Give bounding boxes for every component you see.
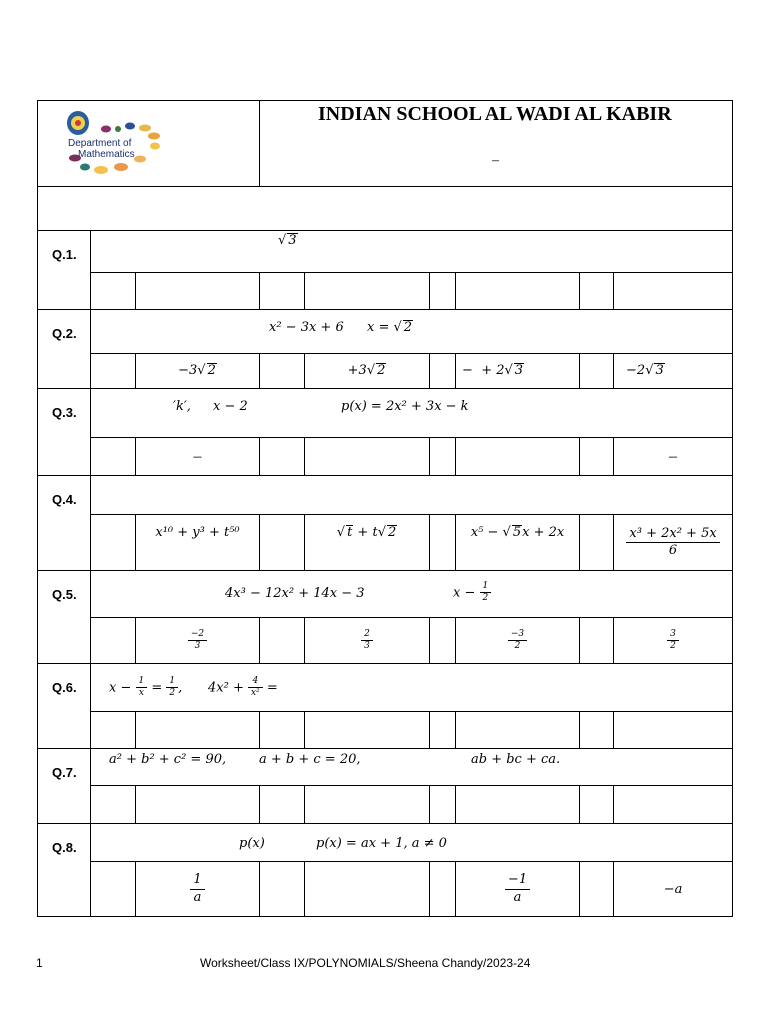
option-marker[interactable]	[580, 273, 614, 310]
option-d[interactable]: −a	[614, 862, 733, 917]
option-b[interactable]	[305, 273, 430, 310]
option-a[interactable]: −3√ 2	[136, 354, 260, 389]
option-a[interactable]	[136, 273, 260, 310]
worksheet-table	[37, 100, 733, 917]
option-d[interactable]	[614, 273, 733, 310]
option-d[interactable]: −2√ 3	[614, 354, 733, 389]
question-number: Q.2.	[38, 310, 91, 389]
question-stem	[91, 310, 733, 354]
question-number: Q.5.	[38, 571, 91, 664]
option-a[interactable]	[136, 786, 260, 824]
question-stem	[91, 749, 733, 786]
option-a[interactable]: $\frac{-2}{3}$	[136, 618, 260, 664]
option-c[interactable]	[456, 786, 580, 824]
option-marker[interactable]	[91, 273, 136, 310]
option-a[interactable]	[136, 712, 260, 749]
option-marker[interactable]	[580, 438, 614, 476]
option-marker[interactable]	[430, 438, 456, 476]
option-c[interactable]	[456, 438, 580, 476]
stem-condition: x − $\frac{1}{x}$ = $\frac{1}{2}$ ,	[109, 676, 183, 699]
option-d[interactable]: $\frac{3}{2}$	[614, 618, 733, 664]
stem-factor: x − $\frac{1}{2}$	[453, 581, 491, 605]
option-marker[interactable]	[430, 273, 456, 310]
stem-root: √ 3	[278, 233, 297, 248]
option-marker[interactable]	[430, 354, 456, 389]
option-marker[interactable]	[260, 515, 305, 571]
option-marker[interactable]	[430, 862, 456, 917]
option-b[interactable]	[305, 786, 430, 824]
question-stem	[91, 389, 733, 438]
option-c[interactable]: − + 2√ 3	[456, 354, 580, 389]
option-marker[interactable]	[91, 515, 136, 571]
question-number: Q.8.	[38, 824, 91, 917]
option-b[interactable]	[305, 438, 430, 476]
option-marker[interactable]	[430, 618, 456, 664]
stem-expression: 4x² + $\frac{4}{\text{x²}}$ =	[208, 676, 278, 699]
option-d[interactable]: –	[614, 438, 733, 476]
option-a[interactable]: –	[136, 438, 260, 476]
option-marker[interactable]	[260, 618, 305, 664]
question-stem	[91, 476, 733, 515]
option-c[interactable]: x⁵ − √ 5x + 2x	[456, 515, 580, 571]
school-name: INDIAN SCHOOL AL WADI AL KABIR	[318, 103, 672, 125]
option-d[interactable]: $\frac{\text{x³ + 2x² + 5x}}{6}$	[614, 515, 733, 571]
footer-reference: Worksheet/Class IX/POLYNOMIALS/Sheena Chandy/2023-24	[200, 956, 531, 970]
question-stem	[91, 231, 733, 273]
subtitle-dash: –	[492, 153, 500, 168]
question-number: Q.6.	[38, 664, 91, 749]
question-stem	[91, 824, 733, 862]
stem-px: p(x)	[239, 836, 265, 851]
option-c[interactable]	[456, 273, 580, 310]
option-marker[interactable]	[580, 354, 614, 389]
option-b[interactable]: √ t + t√ 2	[305, 515, 430, 571]
option-d[interactable]	[614, 712, 733, 749]
option-marker[interactable]	[91, 438, 136, 476]
option-marker[interactable]	[580, 786, 614, 824]
question-stem	[91, 571, 733, 618]
stem-polynomial: x² − 3x + 6	[269, 320, 344, 335]
question-stem	[91, 664, 733, 712]
stem-factor: x − 2	[213, 399, 248, 414]
option-marker[interactable]	[580, 515, 614, 571]
option-marker[interactable]	[260, 273, 305, 310]
question-number: Q.3.	[38, 389, 91, 476]
worksheet	[37, 100, 732, 917]
option-marker[interactable]	[430, 786, 456, 824]
option-marker[interactable]	[580, 862, 614, 917]
option-b[interactable]: +3√ 2	[305, 354, 430, 389]
title-cell	[260, 101, 733, 187]
option-a[interactable]: $\frac{1}{a}$	[136, 862, 260, 917]
option-marker[interactable]	[91, 618, 136, 664]
option-c[interactable]	[456, 712, 580, 749]
stem-polynomial: p(x) = 2x² + 3x − k	[341, 399, 469, 414]
option-marker[interactable]	[580, 618, 614, 664]
option-marker[interactable]	[260, 354, 305, 389]
stem-polynomial: 4x³ − 12x² + 14x − 3	[225, 586, 365, 601]
question-number: Q.4.	[38, 476, 91, 571]
option-c[interactable]: $\frac{-1}{a}$	[456, 862, 580, 917]
option-marker[interactable]	[91, 712, 136, 749]
option-marker[interactable]	[260, 786, 305, 824]
option-b[interactable]	[305, 712, 430, 749]
department-logo	[38, 101, 206, 186]
page-number: 1	[36, 956, 43, 970]
stem-condition-1: a² + b² + c² = 90,	[109, 752, 227, 767]
option-marker[interactable]	[430, 515, 456, 571]
option-b[interactable]: $\frac{2}{3}$	[305, 618, 430, 664]
option-b[interactable]	[305, 862, 430, 917]
option-marker[interactable]	[430, 712, 456, 749]
option-marker[interactable]	[260, 862, 305, 917]
info-row	[38, 187, 733, 231]
question-number: Q.7.	[38, 749, 91, 824]
stem-variable: ′k′,	[173, 399, 191, 414]
option-marker[interactable]	[260, 712, 305, 749]
option-a[interactable]: x¹⁰ + y³ + t⁵⁰	[136, 515, 260, 571]
stem-polynomial: p(x) = ax + 1, a ≠ 0	[316, 836, 447, 851]
stem-target: ab + bc + ca.	[471, 752, 561, 767]
logo-cell	[38, 101, 260, 187]
stem-condition-2: a + b + c = 20,	[259, 752, 361, 767]
option-d[interactable]	[614, 786, 733, 824]
option-marker[interactable]	[580, 712, 614, 749]
stem-condition: x = √ 2	[367, 320, 413, 335]
option-marker[interactable]	[260, 438, 305, 476]
option-marker[interactable]	[91, 862, 136, 917]
option-c[interactable]: $\frac{-3}{2}$	[456, 618, 580, 664]
option-marker[interactable]	[91, 354, 136, 389]
option-marker[interactable]	[91, 786, 136, 824]
logo-text-line1: Department of	[68, 138, 132, 149]
logo-text-line2: Mathematics	[78, 149, 135, 160]
question-number: Q.1.	[38, 231, 91, 310]
